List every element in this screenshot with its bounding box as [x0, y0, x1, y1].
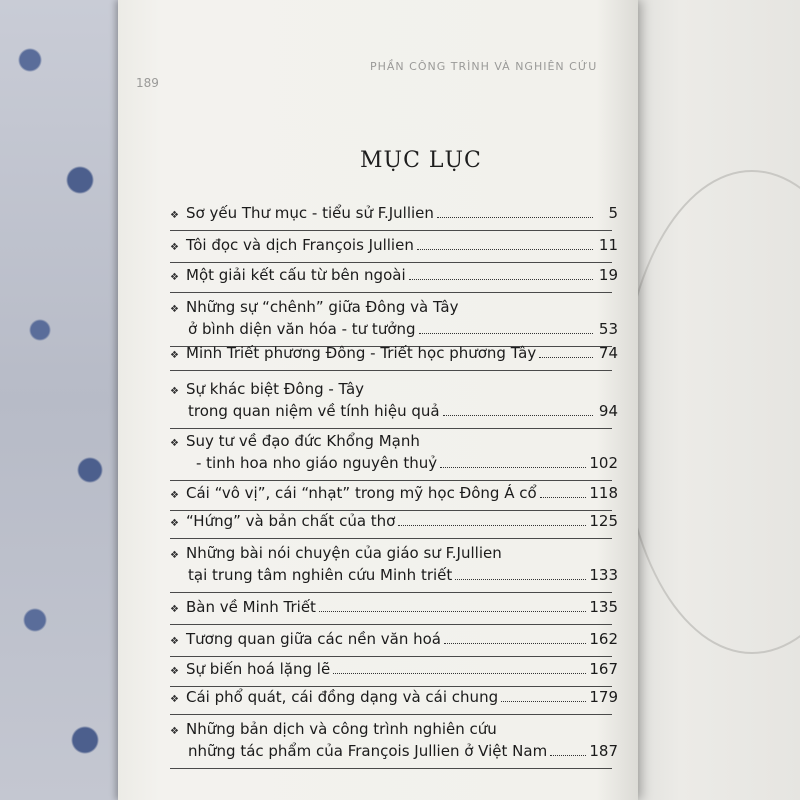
- toc-entry-page: 135: [589, 598, 618, 616]
- toc-entry: [170, 660, 618, 682]
- bullet-icon: ❖: [170, 694, 179, 705]
- toc-entry-line: [170, 720, 618, 742]
- toc-entry: [170, 432, 618, 476]
- toc-entry-line: [170, 544, 618, 566]
- toc-entry-text: Cái “vô vị”, cái “nhạt” trong mỹ học Đông Á cổ: [186, 484, 537, 502]
- bullet-icon: ❖: [170, 636, 179, 647]
- background-fabric: [0, 0, 120, 800]
- dot-leader: [417, 249, 593, 250]
- bullet-icon: ❖: [170, 518, 179, 529]
- toc-entry-page: 187: [589, 742, 618, 760]
- toc-entry-line: [170, 320, 618, 342]
- toc-entry-page: 94: [598, 402, 618, 420]
- toc-entry: [170, 720, 618, 764]
- dot-leader: [539, 357, 593, 358]
- toc-entry-page: 133: [589, 566, 618, 584]
- toc-entry-text: ở bình diện văn hóa - tư tưởng: [188, 320, 416, 338]
- bullet-icon: ❖: [170, 550, 179, 561]
- dot-leader: [419, 333, 593, 334]
- dot-leader: [444, 643, 586, 644]
- toc-entry-text: Sự khác biệt Đông - Tây: [186, 380, 365, 398]
- toc-entry-line: [170, 688, 618, 710]
- toc-separator: [170, 538, 612, 539]
- dot-leader: [550, 755, 586, 756]
- toc-entry-line: [170, 512, 618, 534]
- toc-separator: [170, 686, 612, 687]
- dot-leader: [501, 701, 586, 702]
- toc-entry-line: [170, 298, 618, 320]
- toc-separator: [170, 592, 612, 593]
- toc-entry-page: 102: [589, 454, 618, 472]
- bullet-icon: ❖: [170, 304, 179, 315]
- dot-leader: [440, 467, 586, 468]
- toc-entry-line: [170, 380, 618, 402]
- toc-entry-line: [170, 344, 618, 366]
- toc-entry: [170, 298, 618, 342]
- toc-entry-text: trong quan niệm về tính hiệu quả: [188, 402, 440, 420]
- toc-entry-line: [170, 484, 618, 506]
- toc-separator: [170, 262, 612, 263]
- toc-entry-page: 53: [598, 320, 618, 338]
- toc-entry-text: Cái phổ quát, cái đồng dạng và cái chung: [186, 688, 499, 706]
- toc-separator: [170, 230, 612, 231]
- toc-separator: [170, 768, 612, 769]
- toc-entry-line: [170, 566, 618, 588]
- toc-entry-page: 19: [598, 266, 618, 284]
- bullet-icon: ❖: [170, 604, 179, 615]
- toc-separator: [170, 292, 612, 293]
- toc-entry-line: [170, 402, 618, 424]
- dot-leader: [540, 497, 587, 498]
- toc-entry-text: Tương quan giữa các nền văn hoá: [186, 630, 441, 648]
- toc-entry-line: [170, 236, 618, 258]
- toc-separator: [170, 370, 612, 371]
- toc-entry: [170, 204, 618, 226]
- book-page: [118, 0, 638, 800]
- toc-list: [118, 0, 638, 800]
- toc-entry-text: Những bản dịch và công trình nghiên cứu: [186, 720, 497, 738]
- bullet-icon: ❖: [170, 438, 179, 449]
- bullet-icon: ❖: [170, 210, 179, 221]
- toc-entry: [170, 544, 618, 588]
- dot-leader: [409, 279, 593, 280]
- toc-separator: [170, 714, 612, 715]
- toc-entry: [170, 484, 618, 506]
- bullet-icon: ❖: [170, 490, 179, 501]
- toc-entry-page: 179: [589, 688, 618, 706]
- toc-title: MỤC LỤC: [360, 148, 482, 173]
- toc-entry-text: Những sự “chênh” giữa Đông và Tây: [186, 298, 459, 316]
- toc-entry-line: [170, 742, 618, 764]
- page-number: 189: [136, 76, 159, 90]
- toc-entry-page: 74: [598, 344, 618, 362]
- bullet-icon: ❖: [170, 726, 179, 737]
- toc-entry-text: Minh Triết phương Đông - Triết học phương Tây: [186, 344, 537, 362]
- toc-entry: [170, 236, 618, 258]
- toc-entry: [170, 630, 618, 652]
- toc-entry-page: 125: [589, 512, 618, 530]
- bullet-icon: ❖: [170, 242, 179, 253]
- toc-entry-page: 167: [589, 660, 618, 678]
- dot-leader: [437, 217, 593, 218]
- toc-entry: [170, 688, 618, 710]
- toc-entry: [170, 266, 618, 288]
- dot-leader: [319, 611, 586, 612]
- toc-entry: [170, 344, 618, 366]
- bullet-icon: ❖: [170, 666, 179, 677]
- toc-entry: [170, 380, 618, 424]
- toc-entry-text: Sự biến hoá lặng lẽ: [186, 660, 331, 678]
- toc-entry-text: Những bài nói chuyện của giáo sư F.Jullien: [186, 544, 502, 562]
- toc-separator: [170, 510, 612, 511]
- toc-entry-text: tại trung tâm nghiên cứu Minh triết: [188, 566, 453, 584]
- toc-separator: [170, 480, 612, 481]
- toc-entry-page: 118: [589, 484, 618, 502]
- toc-entry-line: [170, 204, 618, 226]
- toc-entry-line: [170, 454, 618, 476]
- toc-entry-text: “Hứng” và bản chất của thơ: [186, 512, 396, 530]
- toc-entry-page: 162: [589, 630, 618, 648]
- toc-entry-line: [170, 598, 618, 620]
- toc-entry-text: Một giải kết cấu từ bên ngoài: [186, 266, 406, 284]
- toc-entry-page: 11: [598, 236, 618, 254]
- toc-entry-line: [170, 432, 618, 454]
- dot-leader: [455, 579, 586, 580]
- toc-entry-text: Sơ yếu Thư mục - tiểu sử F.Jullien: [186, 204, 434, 222]
- toc-entry-text: Tôi đọc và dịch François Jullien: [186, 236, 414, 254]
- bullet-icon: ❖: [170, 386, 179, 397]
- bullet-icon: ❖: [170, 272, 179, 283]
- toc-separator: [170, 656, 612, 657]
- toc-entry: [170, 598, 618, 620]
- back-page-curve: [620, 170, 800, 654]
- toc-entry-line: [170, 266, 618, 288]
- toc-entry-line: [170, 660, 618, 682]
- toc-separator: [170, 624, 612, 625]
- toc-entry-text: - tinh hoa nho giáo nguyên thuỷ: [196, 454, 438, 472]
- dot-leader: [398, 525, 586, 526]
- dot-leader: [443, 415, 593, 416]
- toc-entry-text: những tác phẩm của François Jullien ở Việt Nam: [188, 742, 548, 760]
- toc-entry: [170, 512, 618, 534]
- bullet-icon: ❖: [170, 350, 179, 361]
- page-header: PHẦN CÔNG TRÌNH VÀ NGHIÊN CỨU: [370, 60, 598, 73]
- toc-separator: [170, 428, 612, 429]
- toc-entry-text: Bàn về Minh Triết: [186, 598, 316, 616]
- toc-entry-text: Suy tư về đạo đức Khổng Mạnh: [186, 432, 420, 450]
- dot-leader: [333, 673, 586, 674]
- toc-entry-page: 5: [608, 204, 618, 222]
- toc-entry-line: [170, 630, 618, 652]
